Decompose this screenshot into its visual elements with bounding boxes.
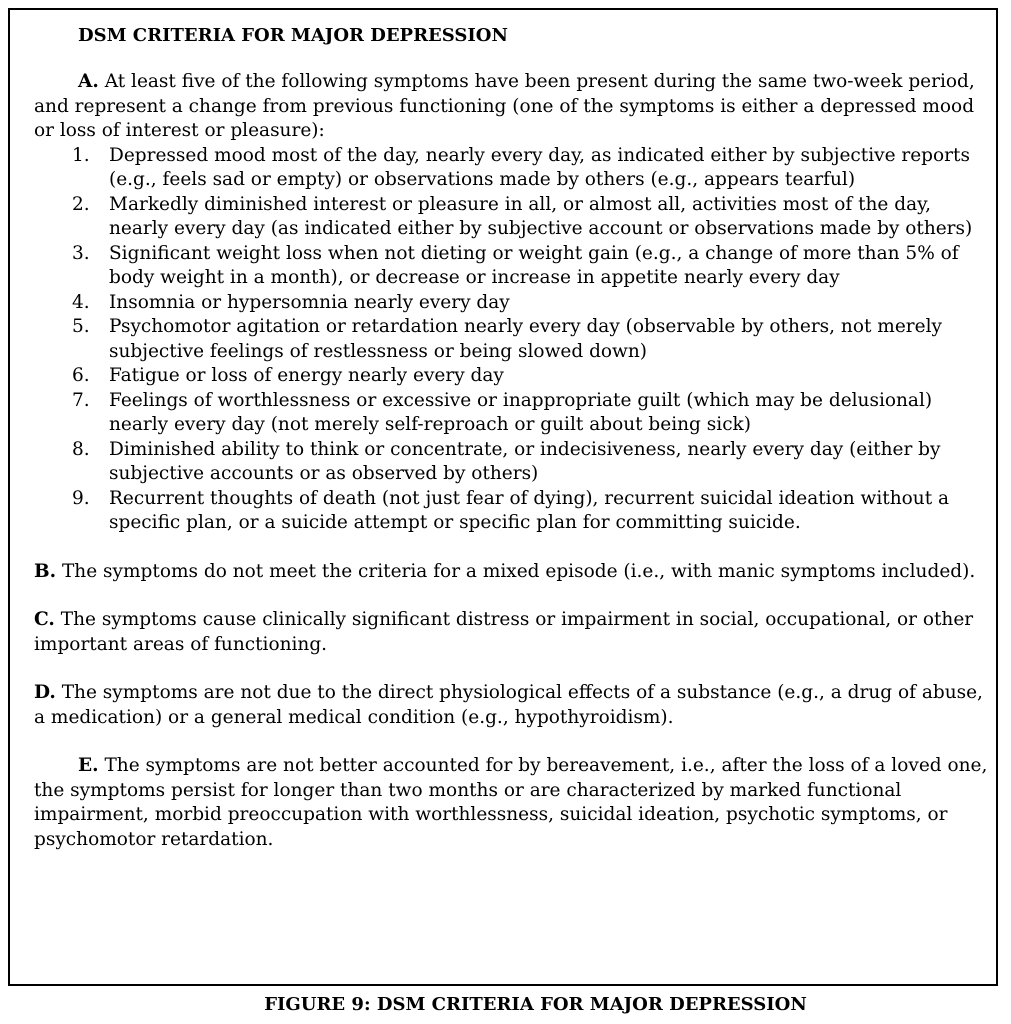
criterion-a-label: A. xyxy=(78,71,99,92)
list-item xyxy=(34,364,992,389)
criterion-e-label: E. xyxy=(78,755,99,776)
list-item-text: Diminished ability to think or concentrate, or indecisiveness, nearly every day (either by subjective accounts or as observed by others) xyxy=(109,438,941,484)
list-item-number: 4. xyxy=(72,291,90,313)
list-item-text: Significant weight loss when not dieting or weight gain (e.g., a change of more than 5% of body weight in a month), or decrease or increase in appetite nearly every day xyxy=(109,242,959,288)
list-item-text: Psychomotor agitation or retardation nearly every day (observable by others, not merely subjective feelings of restlessness or being slowed down) xyxy=(109,316,942,362)
list-item xyxy=(34,144,992,193)
figure-caption: FIGURE 9: DSM CRITERIA FOR MAJOR DEPRESSION xyxy=(264,994,807,1015)
list-item-number: 2. xyxy=(72,193,90,215)
list-item-number: 6. xyxy=(72,365,90,386)
list-item-text: Recurrent thoughts of death (not just fear of dying), recurrent suicidal ideation without a specific plan, or a suicide attempt or specific plan for committing suicide. xyxy=(109,487,950,533)
list-item-text: Insomnia or hypersomnia nearly every day xyxy=(109,291,510,313)
list-item-number: 9. xyxy=(72,487,90,509)
list-item-text: Fatigue or loss of energy nearly every day xyxy=(109,365,504,386)
list-item xyxy=(34,438,992,487)
spacer xyxy=(34,730,992,754)
criterion-b-text: The symptoms do not meet the criteria for a mixed episode (i.e., with manic symptoms included). xyxy=(61,560,976,582)
criterion-a xyxy=(34,70,992,144)
spacer xyxy=(34,536,992,560)
criterion-c-text: The symptoms cause clinically significant distress or impairment in social, occupational, or other important areas of functioning. xyxy=(34,609,974,655)
list-item-text: Markedly diminished interest or pleasure in all, or almost all, activities most of the day, nearly every day (as indicated either by subjective account or observations made by others) xyxy=(109,193,973,239)
box-title: DSM CRITERIA FOR MAJOR DEPRESSION xyxy=(78,25,508,46)
list-item-number: 5. xyxy=(72,316,90,337)
spacer xyxy=(34,584,992,608)
criterion-e xyxy=(34,754,992,852)
criterion-d-text: The symptoms are not due to the direct physiological effects of a substance (e.g., a drug of abuse, a medication) or a general medical condition (e.g., hypothyroidism). xyxy=(34,682,983,728)
criterion-c xyxy=(34,608,992,657)
list-item-number: 8. xyxy=(72,438,90,460)
criterion-b xyxy=(34,560,992,585)
spacer xyxy=(34,657,992,681)
criterion-b-label: B. xyxy=(34,560,57,582)
symptom-list xyxy=(34,144,992,536)
list-item-text: Depressed mood most of the day, nearly every day, as indicated either by subjective reports (e.g., feels sad or empty) or observations made by others (e.g., appears tearful) xyxy=(109,144,970,190)
criterion-c-label: C. xyxy=(34,609,55,630)
list-item xyxy=(34,193,992,242)
list-item-text: Feelings of worthlessness or excessive or inappropriate guilt (which may be delusional) nearly every day (not merely self-reproach or guilt about being sick) xyxy=(109,389,933,435)
list-item xyxy=(34,242,992,291)
criterion-d xyxy=(34,681,992,730)
list-item xyxy=(34,291,992,316)
list-item-number: 3. xyxy=(72,242,90,264)
list-item xyxy=(34,487,992,536)
list-item-number: 1. xyxy=(72,144,90,166)
criterion-d-label: D. xyxy=(34,682,56,703)
criteria-box xyxy=(8,8,998,986)
list-item xyxy=(34,315,992,364)
list-item xyxy=(34,389,992,438)
criterion-e-text: The symptoms are not better accounted for by bereavement, i.e., after the loss of a loved one, the symptoms persist for longer than two months or are characterized by marked functional impairment, morbid preoccupation with worthlessness, suicidal ideation, psychotic symptoms, or psychomotor retardation. xyxy=(34,755,988,850)
list-item-number: 7. xyxy=(72,389,90,411)
criterion-a-text: At least five of the following symptoms have been present during the same two-week period, and represent a change from previous functioning (one of the symptoms is either a depressed mood or loss of interest or pleasure): xyxy=(34,71,975,141)
criteria-content xyxy=(34,24,992,852)
